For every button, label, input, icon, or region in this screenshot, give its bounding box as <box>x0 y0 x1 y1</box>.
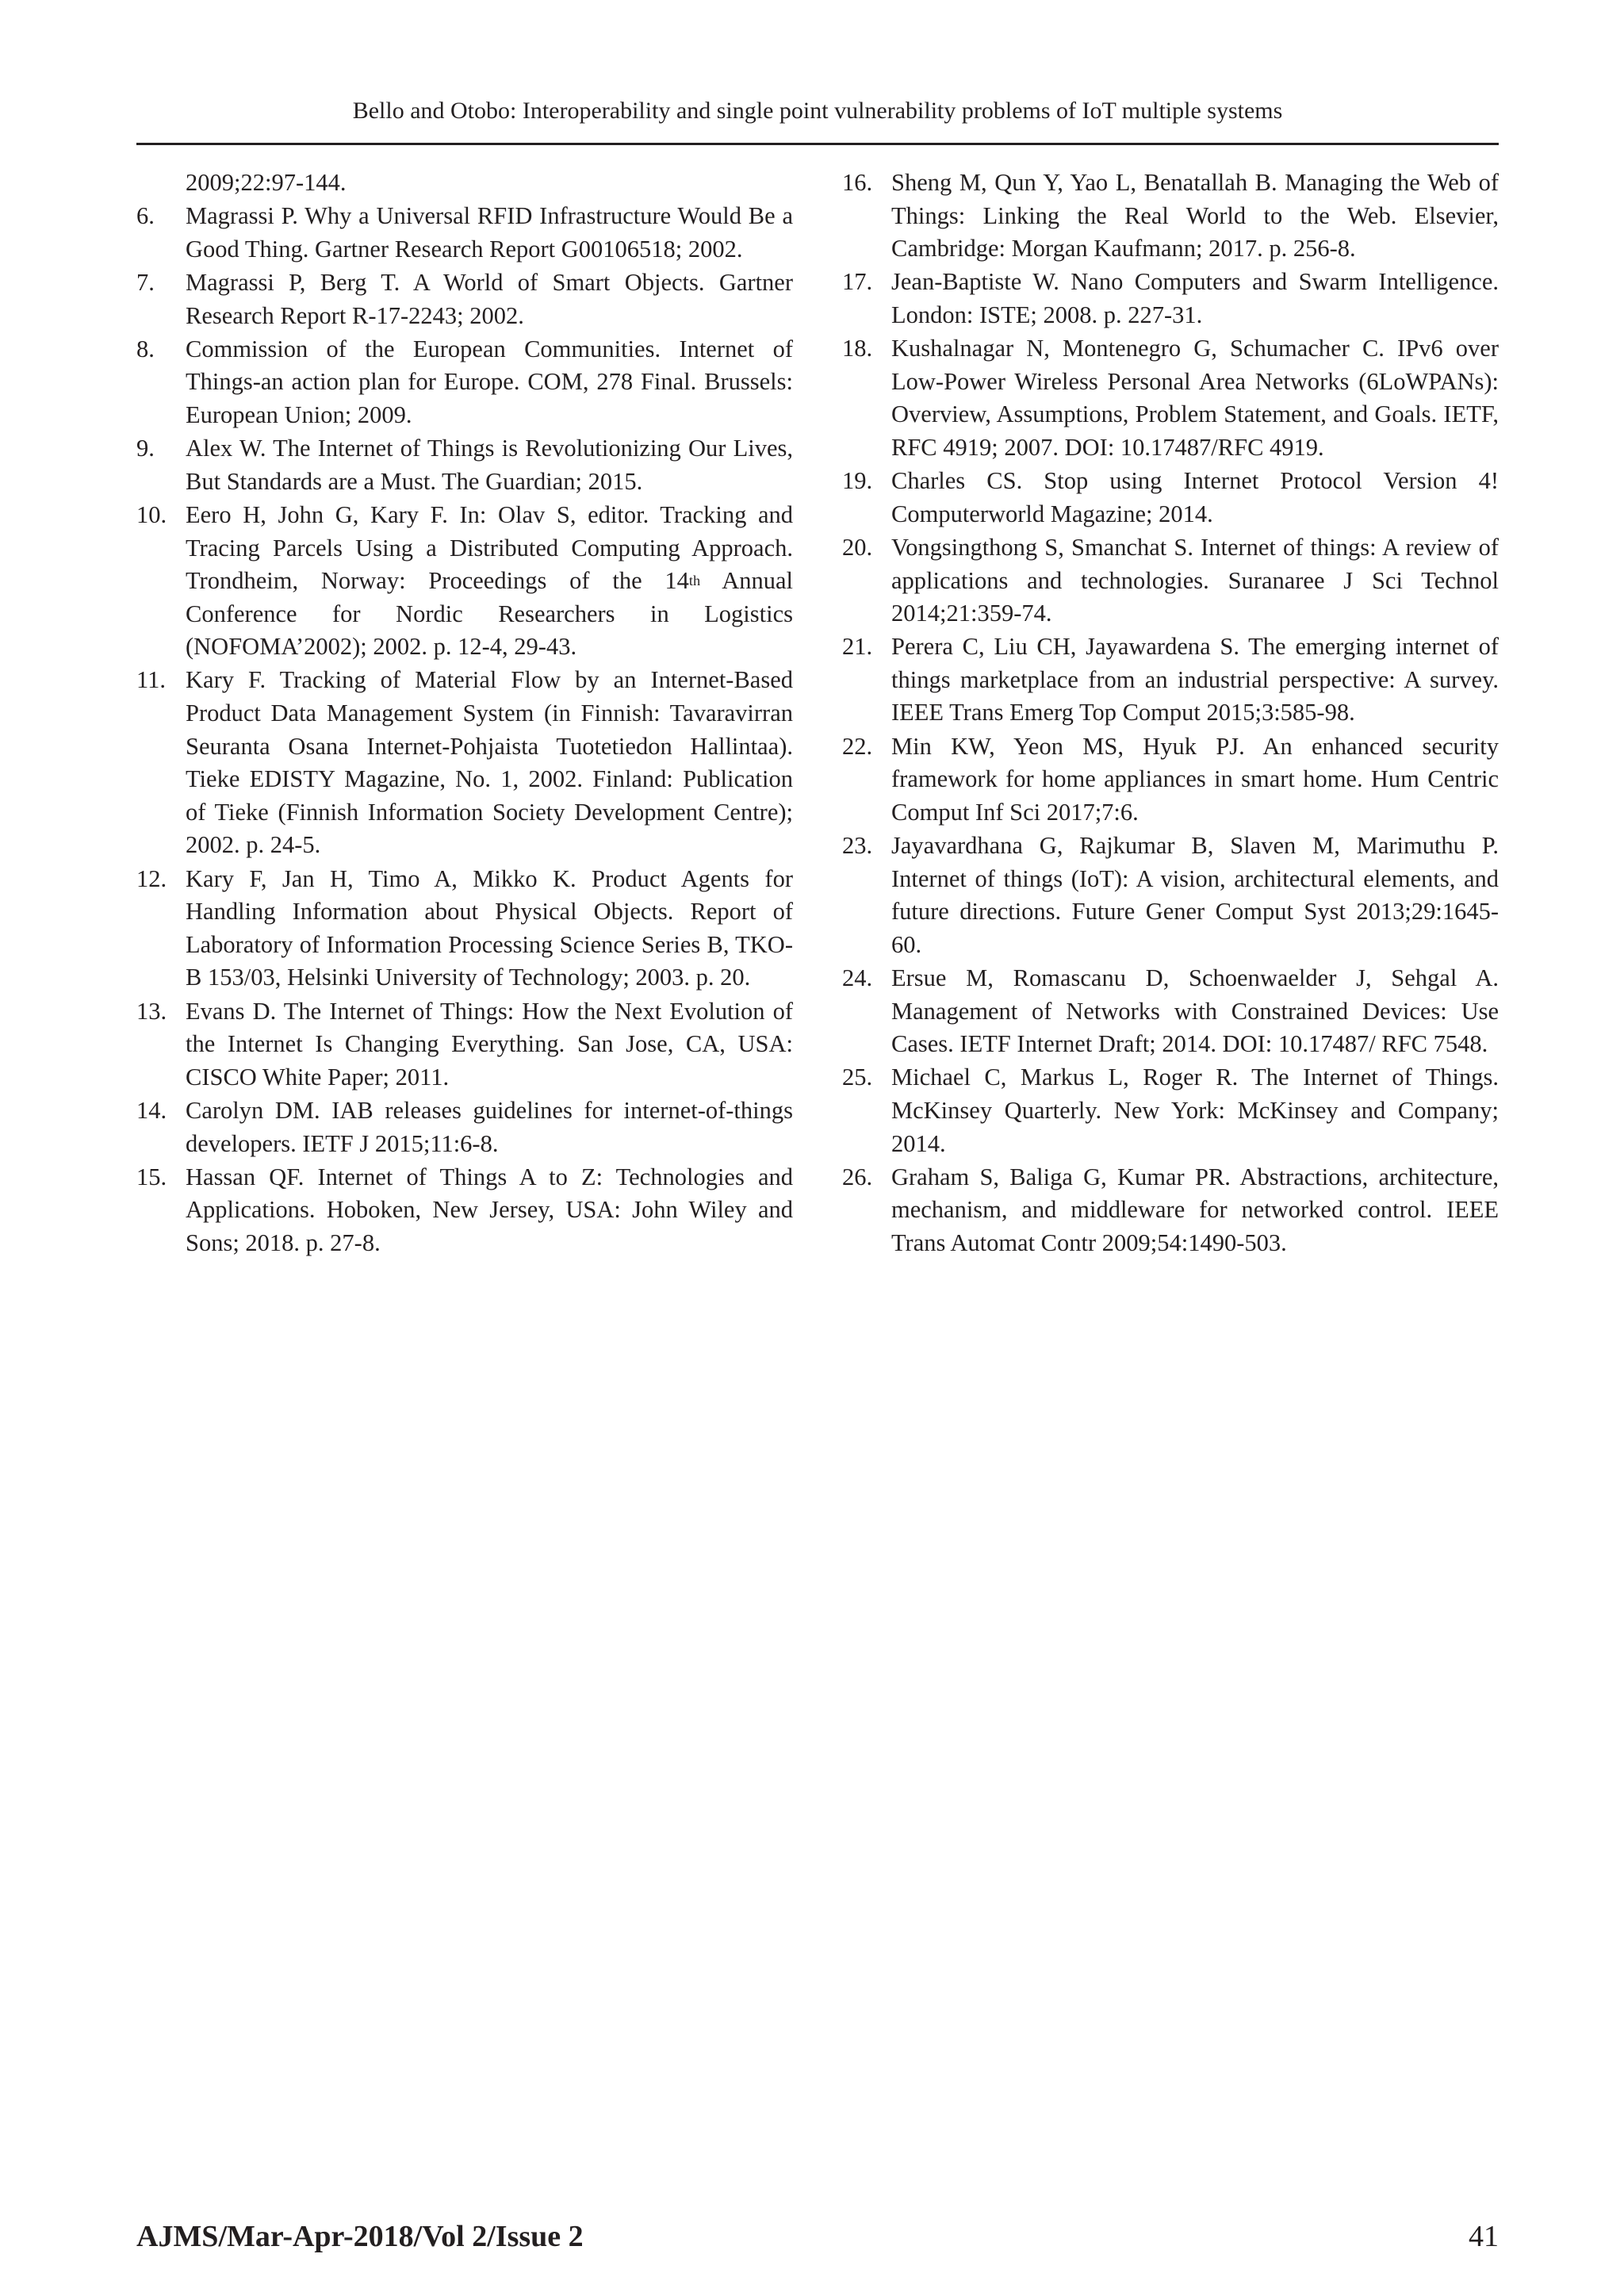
reference-text: Sheng M, Qun Y, Yao L, Benatallah B. Managing the Web of Things: Linking the Real World to the Web. Elsevier, Cambridge: Morgan Kaufmann; 2017. p. 256-8. <box>891 169 1499 263</box>
reference-item <box>842 332 1499 464</box>
reference-text: Commission of the European Communities. Internet of Things-an action plan for Europe. COM, 278 Final. Brussels: European Union; 2009. <box>186 335 793 428</box>
reference-text-part: Annual Conference for Nordic Researchers in Logistics (NOFOMA’2002); 2002. p. 12-4, 29-43. <box>186 567 793 661</box>
header-rule <box>136 143 1499 145</box>
reference-text: Charles CS. Stop using Internet Protocol Version 4! Computerworld Magazine; 2014. <box>891 467 1499 527</box>
ordinal-superscript: th <box>688 573 701 589</box>
reference-text: Magrassi P, Berg T. A World of Smart Objects. Gartner Research Report R-17-2243; 2002. <box>186 268 793 329</box>
reference-number: 11. <box>136 666 166 694</box>
reference-item <box>842 266 1499 332</box>
reference-item <box>842 730 1499 830</box>
journal-footer: AJMS/Mar-Apr-2018/Vol 2/Issue 2 <box>136 2220 584 2253</box>
reference-number: 18. <box>842 335 873 362</box>
reference-number: 14. <box>136 1096 167 1124</box>
reference-text: Jayavardhana G, Rajkumar B, Slaven M, Marimuthu P. Internet of things (IoT): A vision, architectural elements, and future directions. Future Gener Comput Syst 2013;29:1645-60. <box>891 832 1499 958</box>
reference-item <box>842 1161 1499 1260</box>
reference-item <box>136 333 793 432</box>
reference-number: 10. <box>136 500 167 528</box>
reference-item <box>136 863 793 995</box>
reference-item <box>842 1061 1499 1160</box>
reference-text: Graham S, Baliga G, Kumar PR. Abstractions, architecture, mechanism, and middleware for networked control. IEEE Trans Automat Contr 2009;54:1490-503. <box>891 1163 1499 1256</box>
reference-item <box>136 995 793 1094</box>
reference-text: Kary F. Tracking of Material Flow by an Internet-Based Product Data Management System (in Finnish: Tavaravirran Seuranta Osana Internet-Pohjaista Tuotetiedon Hallintaa). Tieke EDISTY Magazine, No. 1, 2002. Finland: Publication of Tieke (Finnish Information Society Development Centre); 2002. p. 24-5. <box>186 666 793 859</box>
page-number: 41 <box>1469 2220 1499 2253</box>
reference-text: Hassan QF. Internet of Things A to Z: Technologies and Applications. Hoboken, New Jersey, USA: John Wiley and Sons; 2018. p. 27-8. <box>186 1163 793 1256</box>
reference-number: 17. <box>842 268 873 296</box>
reference-text: Kushalnagar N, Montenegro G, Schumacher C. IPv6 over Low-Power Wireless Personal Area Networks (6LoWPANs): Overview, Assumptions, Problem Statement, and Goals. IETF, RFC 4919; 2007. DOI: 10.17487/RFC 4919. <box>891 335 1499 461</box>
reference-number: 23. <box>842 832 873 860</box>
references-left-column <box>136 167 793 1260</box>
reference-text: Alex W. The Internet of Things is Revolutionizing Our Lives, But Standards are a Must. The Guardian; 2015. <box>186 435 793 495</box>
reference-number: 24. <box>842 964 873 991</box>
reference-item <box>842 631 1499 730</box>
reference-text <box>186 499 793 664</box>
reference-number: 6. <box>136 202 155 230</box>
reference-text: Jean-Baptiste W. Nano Computers and Swarm Intelligence. London: ISTE; 2008. p. 227-31. <box>891 268 1499 328</box>
reference-number: 20. <box>842 533 873 561</box>
reference-text: 2009;22:97-144. <box>186 169 347 196</box>
reference-text: Vongsingthong S, Smanchat S. Internet of things: A review of applications and technologies. Suranaree J Sci Technol 2014;21:359-74. <box>891 533 1499 627</box>
reference-continuation <box>136 167 793 200</box>
reference-text: Magrassi P. Why a Universal RFID Infrastructure Would Be a Good Thing. Gartner Research Report G00106518; 2002. <box>186 202 793 263</box>
reference-number: 22. <box>842 732 873 760</box>
reference-item <box>842 531 1499 631</box>
reference-number: 16. <box>842 169 873 196</box>
reference-text: Ersue M, Romascanu D, Schoenwaelder J, Sehgal A. Management of Networks with Constrained Devices: Use Cases. IETF Internet Draft; 2014. DOI: 10.17487/ RFC 7548. <box>891 964 1499 1058</box>
reference-number: 9. <box>136 435 155 462</box>
references-right-column <box>842 167 1499 1260</box>
reference-number: 12. <box>136 864 167 892</box>
reference-text: Min KW, Yeon MS, Hyuk PJ. An enhanced security framework for home appliances in smart home. Hum Centric Comput Inf Sci 2017;7:6. <box>891 732 1499 826</box>
reference-text: Michael C, Markus L, Roger R. The Internet of Things. McKinsey Quarterly. New York: McKinsey and Company; 2014. <box>891 1064 1499 1157</box>
reference-number: 25. <box>842 1064 873 1091</box>
reference-number: 19. <box>842 467 873 495</box>
reference-text-part: Eero H, John G, Kary F. In: Olav S, editor. Tracking and Tracing Parcels Using a Distributed Computing Approach. Trondheim, Norway: Proceedings of the 14 <box>186 500 793 595</box>
reference-item <box>842 962 1499 1061</box>
reference-item <box>842 465 1499 531</box>
running-head: Bello and Otobo: Interoperability and single point vulnerability problems of IoT multiple systems <box>352 98 1283 124</box>
reference-number: 7. <box>136 268 155 296</box>
reference-item <box>136 266 793 332</box>
reference-text: Kary F, Jan H, Timo A, Mikko K. Product Agents for Handling Information about Physical Objects. Report of Laboratory of Information Processing Science Series B, TKO-B 153/03, Helsinki University of Technology; 2003. p. 20. <box>186 864 793 991</box>
reference-item <box>136 200 793 266</box>
reference-item <box>136 1094 793 1160</box>
reference-item <box>136 499 793 664</box>
reference-text: Perera C, Liu CH, Jayawardena S. The emerging internet of things marketplace from an industrial perspective: A survey. IEEE Trans Emerg Top Comput 2015;3:585-98. <box>891 633 1499 726</box>
reference-number: 13. <box>136 997 167 1025</box>
reference-number: 15. <box>136 1163 167 1190</box>
reference-number: 8. <box>136 335 155 362</box>
reference-text: Evans D. The Internet of Things: How the Next Evolution of the Internet Is Changing Everything. San Jose, CA, USA: CISCO White Paper; 2011. <box>186 997 793 1091</box>
reference-item <box>842 830 1499 961</box>
reference-text: Carolyn DM. IAB releases guidelines for internet-of-things developers. IETF J 2015;11:6-8. <box>186 1096 793 1157</box>
reference-item <box>136 1161 793 1260</box>
reference-item <box>136 432 793 498</box>
reference-number: 26. <box>842 1163 873 1190</box>
reference-number: 21. <box>842 633 873 661</box>
reference-item <box>842 167 1499 266</box>
reference-item <box>136 664 793 862</box>
